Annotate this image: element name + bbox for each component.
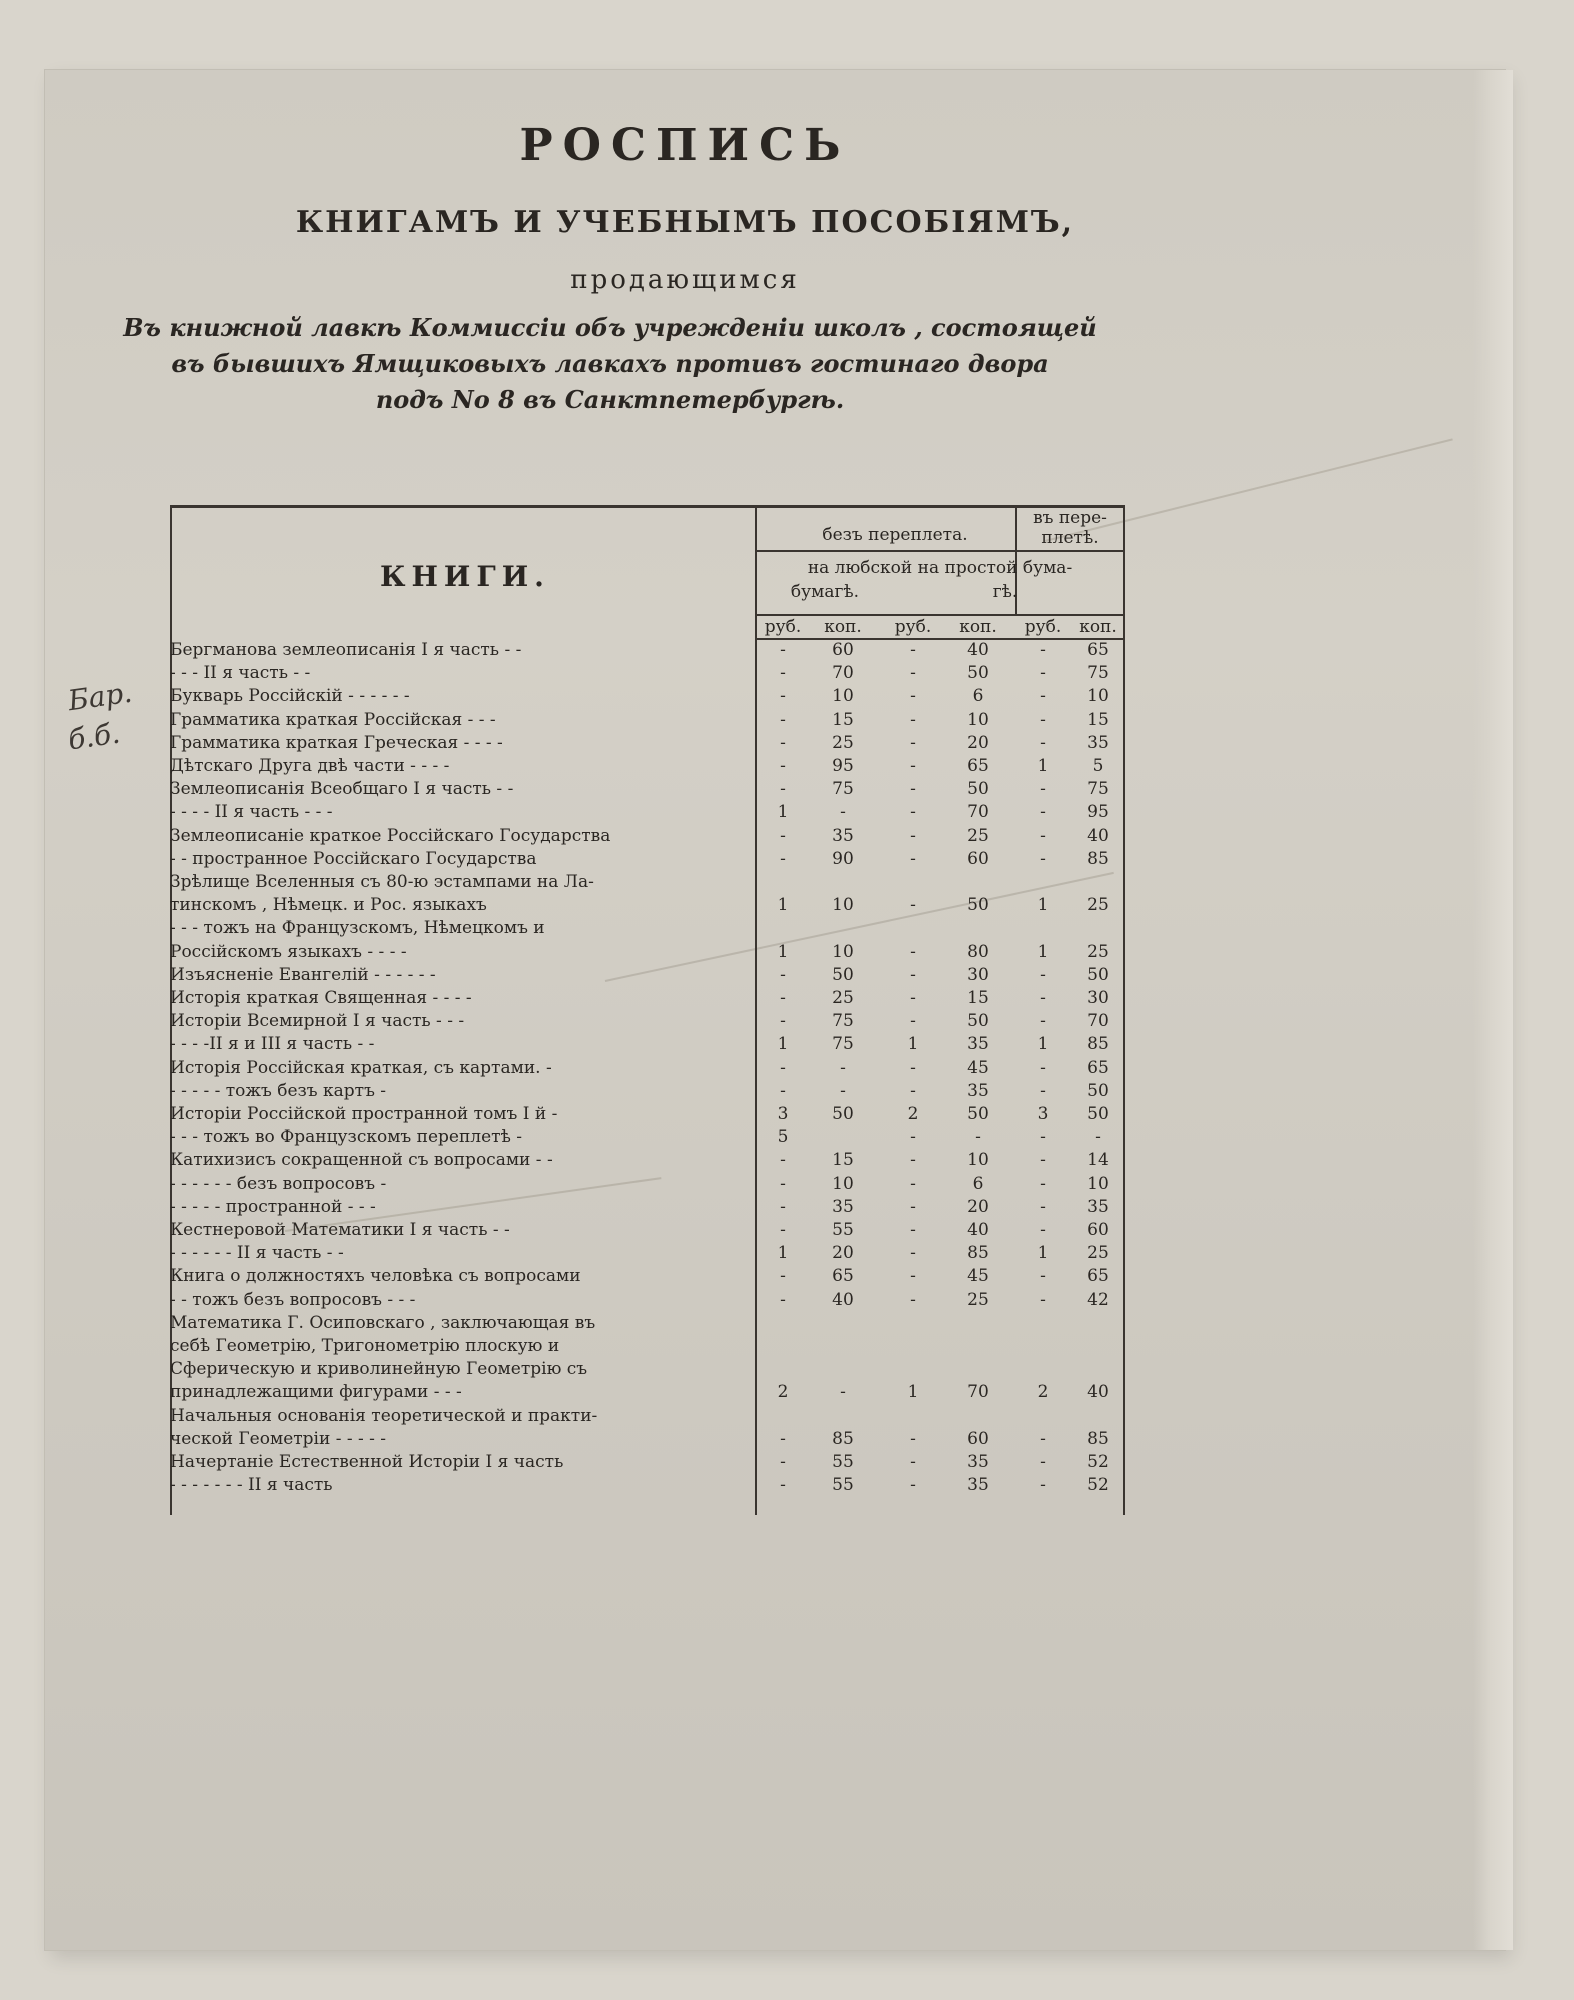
book-title: Исторія краткая Священная - - - - — [170, 988, 472, 1008]
price-cell: 30 — [1087, 988, 1109, 1008]
margin-note: Бар. — [66, 675, 135, 718]
header-paper: гѣ. — [992, 582, 1018, 602]
unit-header: коп. — [824, 617, 862, 637]
price-cell: 10 — [967, 709, 989, 730]
book-title: - - - - - - безъ вопросовъ - — [170, 1173, 387, 1194]
price-cell: - — [840, 1080, 846, 1101]
price-cell: 14 — [1087, 1150, 1109, 1171]
price-cell: - — [780, 709, 786, 730]
price-cell: 50 — [832, 964, 854, 985]
price-cell: - — [910, 1289, 916, 1310]
price-cell: 2 — [777, 1382, 789, 1403]
book-title: Букварь Россійскій - - - - - - — [170, 686, 410, 707]
price-cell: - — [975, 1127, 981, 1148]
price-cell: 1 — [1037, 941, 1049, 962]
book-title: - - пространное Россійскаго Государства — [170, 848, 537, 869]
book-title: Грамматика краткая Греческая - - - - — [170, 732, 503, 753]
price-cell: 5 — [1092, 756, 1104, 776]
book-title: принадлежащими фигурами - - - — [170, 1382, 462, 1403]
table-top-rule — [170, 505, 1125, 508]
book-title: - - - - - тожъ безъ картъ - — [170, 1080, 387, 1101]
price-cell: - — [780, 779, 786, 800]
unit-header: руб. — [1024, 617, 1062, 637]
price-cell: 70 — [832, 663, 854, 684]
price-cell: 10 — [1087, 686, 1109, 707]
price-cell: - — [1040, 732, 1046, 753]
price-cell: 60 — [967, 848, 989, 869]
price-cell: - — [910, 779, 916, 800]
price-cell: - — [780, 640, 786, 660]
price-cell: 10 — [967, 1150, 989, 1171]
price-cell: 40 — [967, 640, 989, 660]
price-cell: - — [910, 1150, 916, 1171]
price-cell: - — [780, 964, 786, 985]
price-cell: 75 — [832, 1034, 854, 1055]
price-cell: 50 — [967, 1011, 989, 1032]
price-cell: 2 — [907, 1104, 919, 1124]
book-title: Начертаніе Естественной Исторіи I я часть — [170, 1452, 564, 1472]
price-cell: - — [780, 1220, 786, 1240]
price-cell: - — [1040, 1173, 1046, 1194]
book-title: Катихизисъ сокращенной съ вопросами - - — [170, 1150, 553, 1171]
price-cell: 95 — [832, 756, 854, 776]
price-cell: - — [1040, 1289, 1046, 1310]
price-cell: 40 — [832, 1289, 854, 1310]
book-title: - - - - - пространной - - - — [170, 1196, 376, 1217]
document-subtitle: КНИГАМЪ И УЧЕБНЫМЪ ПОСОБІЯМЪ, — [295, 205, 1075, 240]
header-without-binding: безъ переплета. — [822, 525, 968, 545]
price-cell: - — [780, 686, 786, 707]
price-cell: - — [780, 1266, 786, 1287]
header-paper: бумагѣ. — [790, 582, 860, 602]
book-title: Книга о должностяхъ человѣка съ вопросами — [170, 1266, 581, 1287]
price-cell: - — [780, 1173, 786, 1194]
book-title: Изъясненіе Евангелій - - - - - - — [170, 964, 436, 985]
price-cell: 2 — [1037, 1382, 1049, 1403]
address-line: въ бывшихъ Ямщиковыхъ лавкахъ противъ гостинаго двора — [171, 349, 1049, 378]
price-cell: - — [1040, 802, 1046, 823]
price-cell: 15 — [967, 988, 989, 1008]
price-cell: - — [1040, 640, 1046, 660]
price-cell: 15 — [1087, 709, 1109, 730]
unit-header: коп. — [1079, 617, 1117, 637]
book-title: Землеописаніе краткое Россійскаго Государства — [170, 825, 611, 846]
book-title: Дѣтскаго Друга двѣ части - - - - — [170, 756, 450, 776]
price-cell: - — [1040, 1196, 1046, 1217]
price-cell: - — [910, 1428, 916, 1449]
price-cell: 25 — [967, 1289, 989, 1310]
price-cell: - — [1040, 825, 1046, 846]
torn-edge — [1473, 70, 1513, 1950]
price-cell: - — [910, 1452, 916, 1472]
price-cell: - — [1040, 1011, 1046, 1032]
price-cell: - — [910, 1173, 916, 1194]
price-cell: 50 — [1087, 1104, 1109, 1124]
address-block — [110, 310, 1110, 418]
price-cell: 20 — [967, 732, 989, 753]
price-cell: 65 — [1087, 1057, 1109, 1078]
price-cell: - — [910, 1475, 916, 1496]
price-cell: - — [1040, 1220, 1046, 1240]
price-cell: - — [910, 988, 916, 1008]
price-cell: 55 — [832, 1220, 854, 1240]
price-cell: - — [910, 802, 916, 823]
unit-header: руб. — [764, 617, 802, 637]
price-cell: - — [910, 1220, 916, 1240]
price-cell: 85 — [832, 1428, 854, 1449]
price-cell: - — [910, 686, 916, 707]
price-cell: - — [910, 825, 916, 846]
price-cell: - — [910, 1127, 916, 1148]
margin-note: б.б. — [65, 716, 123, 757]
price-cell: - — [910, 1080, 916, 1101]
header-with-binding: плетѣ. — [1041, 528, 1099, 548]
price-cell: - — [910, 1243, 916, 1264]
price-cell: - — [1040, 709, 1046, 730]
price-cell: - — [910, 756, 916, 776]
price-cell: 75 — [832, 779, 854, 800]
price-cell: 20 — [967, 1196, 989, 1217]
price-cell: 75 — [1087, 779, 1109, 800]
section-label: КНИГИ. — [380, 560, 550, 593]
price-cell: 1 — [907, 1382, 919, 1403]
price-cell: - — [1040, 663, 1046, 684]
price-cell: - — [780, 988, 786, 1008]
price-cell: - — [1040, 988, 1046, 1008]
unit-header: коп. — [959, 617, 997, 637]
price-cell: 50 — [832, 1104, 854, 1124]
price-cell: 40 — [1087, 825, 1109, 846]
book-title: Землеописанія Всеобщаго I я часть - - — [170, 779, 514, 800]
price-cell: 30 — [967, 964, 989, 985]
price-cell: - — [1040, 1057, 1046, 1078]
price-cell: 3 — [1037, 1104, 1049, 1124]
price-cell: - — [910, 732, 916, 753]
price-cell: 15 — [832, 709, 854, 730]
price-cell: 95 — [1087, 802, 1109, 823]
selling-line: продающимся — [570, 265, 800, 295]
price-cell: - — [910, 663, 916, 684]
price-cell: 35 — [967, 1475, 989, 1496]
price-cell: - — [840, 802, 846, 823]
price-cell: - — [910, 640, 916, 660]
price-cell: 10 — [832, 1173, 854, 1194]
price-cell: 70 — [967, 802, 989, 823]
price-cell: 75 — [832, 1011, 854, 1032]
price-cell: 40 — [967, 1220, 989, 1240]
book-title: Сферическую и криволинейную Геометрію съ — [170, 1359, 588, 1380]
header-paper: на любской на простой бума- — [807, 558, 1073, 578]
book-title: - - - тожъ во Французскомъ переплетѣ - — [170, 1127, 522, 1148]
price-cell: 25 — [832, 732, 854, 753]
price-cell: 25 — [1087, 1243, 1109, 1264]
price-cell: - — [780, 1475, 786, 1496]
book-title: Начальныя основанія теоретической и практи- — [170, 1405, 598, 1426]
header-divider — [755, 614, 1125, 616]
price-cell: 85 — [1087, 1428, 1109, 1449]
price-cell: 60 — [1087, 1220, 1109, 1240]
price-cell: - — [1040, 1150, 1046, 1171]
price-cell: 1 — [907, 1034, 919, 1055]
price-cell: 60 — [832, 640, 854, 660]
book-title: - - тожъ безъ вопросовъ - - - — [170, 1289, 416, 1310]
book-title: Россійскомъ языкахъ - - - - — [170, 941, 407, 962]
price-cell: 40 — [1087, 1382, 1109, 1403]
price-cell: 35 — [967, 1452, 989, 1472]
price-cell: 52 — [1087, 1452, 1109, 1472]
address-line: подъ No 8 въ Санктпетербургѣ. — [375, 385, 845, 414]
price-cell: - — [1040, 1266, 1046, 1287]
price-cell: 10 — [1087, 1173, 1109, 1194]
price-cell: 90 — [832, 848, 854, 869]
price-cell: - — [910, 1057, 916, 1078]
price-cell: - — [910, 709, 916, 730]
price-cell: - — [1040, 1452, 1046, 1472]
price-cell: - — [1040, 1428, 1046, 1449]
price-cell: - — [780, 756, 786, 776]
price-cell: 60 — [967, 1428, 989, 1449]
price-cell: - — [1040, 964, 1046, 985]
price-cell: - — [1040, 1080, 1046, 1101]
price-cell: 85 — [1087, 1034, 1109, 1055]
book-title: - - - - - - - II я часть — [170, 1475, 333, 1496]
price-cell: 15 — [832, 1150, 854, 1171]
price-cell: - — [910, 1011, 916, 1032]
book-title: Зрѣлище Вселенныя съ 80-ю эстампами на Ла- — [170, 872, 594, 892]
price-cell: 1 — [777, 802, 789, 823]
price-cell: 1 — [1037, 895, 1049, 916]
address-line: Въ книжной лавкѣ Коммиссіи объ учрежденіи школъ , состоящей — [123, 313, 1097, 342]
price-cell: 65 — [967, 756, 989, 776]
price-cell: 70 — [967, 1382, 989, 1403]
book-title: Исторія Россійская краткая, съ картами. - — [170, 1057, 552, 1078]
price-cell: - — [910, 895, 916, 916]
document-title: РОСПИСЬ — [519, 120, 851, 171]
price-cell: - — [1040, 1127, 1046, 1148]
price-cell: - — [780, 732, 786, 753]
price-cell: 10 — [832, 941, 854, 962]
book-title: Математика Г. Осиповскаго , заключающая въ — [170, 1312, 596, 1333]
price-cell: - — [780, 848, 786, 869]
price-cell: - — [780, 825, 786, 846]
price-cell: 65 — [1087, 640, 1109, 660]
price-cell: 1 — [777, 941, 789, 962]
book-title: Грамматика краткая Россійская - - - — [170, 709, 496, 730]
price-cell: 25 — [1087, 895, 1109, 916]
price-cell: 20 — [832, 1243, 854, 1264]
header-divider — [755, 550, 1125, 552]
price-cell: 35 — [832, 1196, 854, 1217]
price-cell: - — [1040, 1475, 1046, 1496]
price-cell: - — [780, 1428, 786, 1449]
price-cell: 50 — [967, 663, 989, 684]
price-cell: 25 — [832, 988, 854, 1008]
book-title: - - - - II я часть - - - — [170, 802, 333, 823]
price-cell: 35 — [832, 825, 854, 846]
price-cell: 35 — [967, 1034, 989, 1055]
price-cell: 45 — [967, 1057, 989, 1078]
price-cell: - — [780, 1011, 786, 1032]
price-cell: 10 — [832, 895, 854, 916]
price-cell: 65 — [1087, 1266, 1109, 1287]
price-cell: 55 — [832, 1452, 854, 1472]
price-cell: 85 — [1087, 848, 1109, 869]
book-title: ческой Геометріи - - - - - — [170, 1428, 387, 1449]
price-cell: - — [910, 941, 916, 962]
price-cell: 35 — [1087, 1196, 1109, 1217]
price-cell: - — [910, 964, 916, 985]
price-cell: 85 — [967, 1243, 989, 1264]
unit-header: руб. — [894, 617, 932, 637]
price-cell: 65 — [832, 1266, 854, 1287]
price-cell: - — [780, 1080, 786, 1101]
book-title: Бергманова землеописанія I я часть - - — [170, 640, 522, 660]
header-with-binding: въ пере- — [1033, 508, 1107, 528]
price-cell: 1 — [1037, 1034, 1049, 1055]
price-cell: - — [1040, 848, 1046, 869]
price-table — [115, 430, 1145, 1510]
price-cell: 50 — [967, 1104, 989, 1124]
price-cell: 35 — [967, 1080, 989, 1101]
price-cell: - — [1040, 686, 1046, 707]
book-title: - - - -II я и III я часть - - — [170, 1034, 375, 1055]
price-cell: 80 — [967, 941, 989, 962]
price-cell: - — [780, 1289, 786, 1310]
price-cell: - — [910, 1196, 916, 1217]
book-title: Исторіи Всемирной I я часть - - - — [170, 1011, 465, 1032]
book-title: - - - тожъ на Французскомъ, Нѣмецкомъ и — [170, 918, 545, 939]
price-cell: 45 — [967, 1266, 989, 1287]
price-cell: 25 — [1087, 941, 1109, 962]
price-cell: - — [910, 1266, 916, 1287]
price-cell: - — [780, 1150, 786, 1171]
price-cell: 70 — [1087, 1011, 1109, 1032]
price-cell: 3 — [777, 1104, 789, 1124]
price-cell: - — [780, 663, 786, 684]
book-title: Исторіи Россійской пространной томъ I й - — [170, 1104, 558, 1124]
price-cell: 55 — [832, 1475, 854, 1496]
price-cell: 1 — [1037, 756, 1049, 776]
price-cell: 42 — [1087, 1289, 1109, 1310]
price-cell: 1 — [777, 1034, 789, 1055]
price-cell: 6 — [972, 686, 984, 707]
price-cell: 6 — [972, 1173, 984, 1194]
book-title: Кестнеровой Математики I я часть - - — [170, 1220, 510, 1240]
price-cell: 1 — [777, 895, 789, 916]
price-cell: 52 — [1087, 1475, 1109, 1496]
price-cell: - — [840, 1382, 846, 1403]
book-title: - - - - - - II я часть - - — [170, 1243, 344, 1264]
book-title: - - - II я часть - - — [170, 663, 311, 684]
price-cell: 50 — [967, 779, 989, 800]
price-cell: - — [780, 1057, 786, 1078]
price-cell: 25 — [967, 825, 989, 846]
price-cell: 1 — [1037, 1243, 1049, 1264]
price-cell: - — [780, 1196, 786, 1217]
price-cell: 5 — [777, 1127, 789, 1148]
price-cell: - — [840, 1057, 846, 1078]
price-cell: 75 — [1087, 663, 1109, 684]
price-cell: 50 — [967, 895, 989, 916]
book-title: тинскомъ , Нѣмецк. и Рос. языкахъ — [170, 895, 487, 916]
book-title: себѣ Геометрію, Тригонометрію плоскую и — [170, 1336, 560, 1356]
price-cell: - — [1095, 1127, 1101, 1148]
price-cell: - — [1040, 779, 1046, 800]
price-cell: 50 — [1087, 964, 1109, 985]
price-cell: 35 — [1087, 732, 1109, 753]
price-cell: 50 — [1087, 1080, 1109, 1101]
price-cell: - — [910, 848, 916, 869]
price-cell: - — [780, 1452, 786, 1472]
price-cell: 10 — [832, 686, 854, 707]
price-cell: 1 — [777, 1243, 789, 1264]
